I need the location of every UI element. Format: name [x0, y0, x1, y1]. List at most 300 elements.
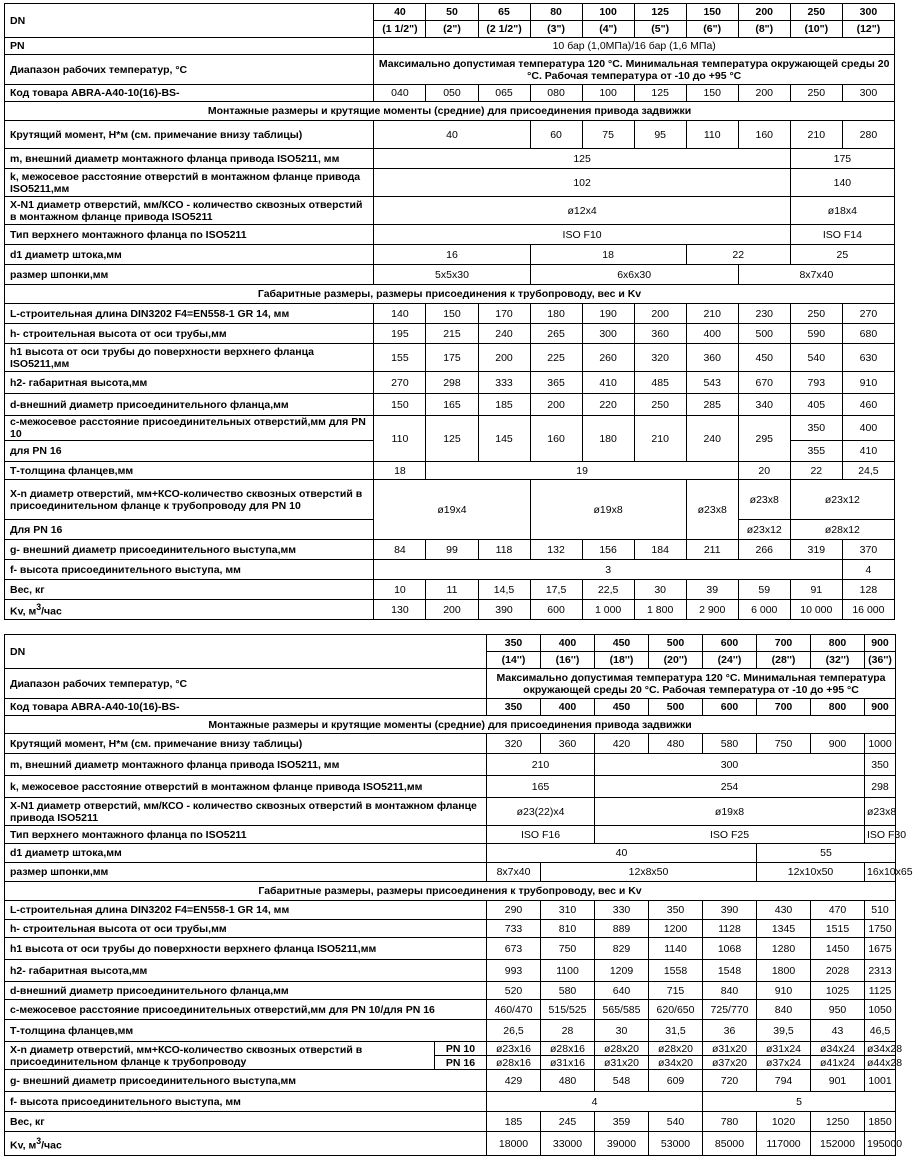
g-value: 901 [811, 1070, 865, 1092]
d-value: 640 [595, 982, 649, 1000]
inch-value: (14'') [487, 652, 541, 669]
c-value: 110 [374, 416, 426, 462]
type-value: ISO F10 [374, 225, 790, 245]
dn-value: 700 [757, 635, 811, 652]
kv-value: 6 000 [738, 600, 790, 620]
h2-value: 1800 [757, 960, 811, 982]
T-value: 18 [374, 462, 426, 480]
torque-value: 210 [790, 121, 842, 149]
h-label: h- строительная высота от оси трубы,мм [5, 920, 487, 938]
kv-value: 39000 [595, 1132, 649, 1156]
inch-value: (10") [790, 21, 842, 38]
h-value: 680 [842, 324, 894, 344]
k-value: 165 [487, 776, 595, 798]
code-label: Код товара ABRA-A40-10(16)-BS- [5, 699, 487, 716]
m-value: 350 [865, 754, 896, 776]
section-header-mounting: Монтажные размеры и крутящие моменты (средние) для присоединения привода задвижки [5, 102, 895, 121]
h1-value: 829 [595, 938, 649, 960]
c-pn10-value: 400 [842, 416, 894, 441]
dn-value: 100 [582, 4, 634, 21]
weight-value: 17,5 [530, 580, 582, 600]
code-value: 800 [811, 699, 865, 716]
f-value: 5 [703, 1092, 896, 1112]
code-value: 600 [703, 699, 757, 716]
c-label-pn16: для PN 16 [5, 441, 374, 462]
h2-value: 793 [790, 372, 842, 394]
x-value: ø19x8 [595, 798, 865, 826]
L-label: L-строительная длина DIN3202 F4=EN558-1 GR 14, мм [5, 901, 487, 920]
h-value: 1750 [865, 920, 896, 938]
weight-value: 1850 [865, 1112, 896, 1132]
pn-value: 10 бар (1,0МПа)/16 бар (1,6 МПа) [374, 38, 895, 55]
weight-value: 59 [738, 580, 790, 600]
torque-value: 320 [487, 734, 541, 754]
h2-value: 270 [374, 372, 426, 394]
dn-value: 400 [541, 635, 595, 652]
inch-value: (3") [530, 21, 582, 38]
L-value: 290 [487, 901, 541, 920]
xn-pn10-value: ø28x20 [595, 1042, 649, 1056]
kv-value: 18000 [487, 1132, 541, 1156]
xn-pn10-value: ø23x12 [790, 480, 894, 520]
kv-superscript: 3 [36, 602, 42, 613]
L-label: L-строительная длина DIN3202 F4=EN558-1 GR 14, мм [5, 304, 374, 324]
T-value: 24,5 [842, 462, 894, 480]
kv-value: 200 [426, 600, 478, 620]
code-value: 040 [374, 85, 426, 102]
g-value: 156 [582, 540, 634, 560]
xn-label-pn16: Для PN 16 [5, 520, 374, 540]
kv-value: 53000 [649, 1132, 703, 1156]
key-label: размер шпонки,мм [5, 863, 487, 882]
h2-value: 2028 [811, 960, 865, 982]
key-value: 6x6x30 [530, 265, 738, 285]
L-value: 250 [790, 304, 842, 324]
kv-value: 600 [530, 600, 582, 620]
kv-label-text: Kv, м [10, 1139, 37, 1152]
dn-value: 500 [649, 635, 703, 652]
xn-pn16-value: ø31x20 [595, 1056, 649, 1070]
T-value: 30 [595, 1020, 649, 1042]
T-value: 43 [811, 1020, 865, 1042]
inch-value: (8") [738, 21, 790, 38]
torque-value: 900 [811, 734, 865, 754]
h-value: 400 [686, 324, 738, 344]
g-value: 370 [842, 540, 894, 560]
code-label: Код товара ABRA-A40-10(16)-BS- [5, 85, 374, 102]
m-label: m, внешний диаметр монтажного фланца привода ISO5211, мм [5, 754, 487, 776]
c-pn10-value: 350 [790, 416, 842, 441]
torque-value: 40 [374, 121, 530, 149]
h2-value: 1209 [595, 960, 649, 982]
L-value: 510 [865, 901, 896, 920]
kv-value: 10 000 [790, 600, 842, 620]
xn-pn10-value: ø23x16 [487, 1042, 541, 1056]
dn-value: 300 [842, 4, 894, 21]
h2-label: h2- габаритная высота,мм [5, 372, 374, 394]
c-value: 460/470 [487, 1000, 541, 1020]
code-value: 125 [634, 85, 686, 102]
h-value: 1200 [649, 920, 703, 938]
torque-value: 580 [703, 734, 757, 754]
type-label: Тип верхнего монтажного фланца по ISO5211 [5, 225, 374, 245]
d1-value: 18 [530, 245, 686, 265]
torque-value: 60 [530, 121, 582, 149]
h-value: 889 [595, 920, 649, 938]
type-value: ISO F30 [865, 826, 896, 844]
c-value: 515/525 [541, 1000, 595, 1020]
xn-value: ø19x4 [374, 480, 530, 540]
kv-superscript: 3 [36, 1136, 42, 1147]
h1-value: 200 [478, 344, 530, 372]
weight-value: 780 [703, 1112, 757, 1132]
type-value: ISO F16 [487, 826, 595, 844]
weight-value: 1020 [757, 1112, 811, 1132]
weight-value: 22,5 [582, 580, 634, 600]
key-value: 12x10x50 [757, 863, 865, 882]
pn-label: PN [5, 38, 374, 55]
d1-label: d1 диаметр штока,мм [5, 844, 487, 863]
code-value: 400 [541, 699, 595, 716]
xn-pn16-value: ø31x16 [541, 1056, 595, 1070]
T-value: 36 [703, 1020, 757, 1042]
h2-value: 298 [426, 372, 478, 394]
c-value: 1050 [865, 1000, 896, 1020]
xn-pn16-value: ø34x20 [649, 1056, 703, 1070]
weight-label: Вес, кг [5, 580, 374, 600]
d1-value: 40 [487, 844, 757, 863]
L-value: 330 [595, 901, 649, 920]
weight-value: 39 [686, 580, 738, 600]
L-value: 430 [757, 901, 811, 920]
h1-value: 1675 [865, 938, 896, 960]
dn-value: 150 [686, 4, 738, 21]
x-label: X-N1 диаметр отверстий, мм/КСО - количество сквозных отверстий в монтажном фланце привода ISO5211 [5, 798, 487, 826]
d1-label: d1 диаметр штока,мм [5, 245, 374, 265]
d-value: 840 [703, 982, 757, 1000]
xn-pn10-value: ø28x16 [541, 1042, 595, 1056]
torque-label: Крутящий момент, Н*м (см. примечание внизу таблицы) [5, 734, 487, 754]
g-value: 1001 [865, 1070, 896, 1092]
kv-value: 1 000 [582, 600, 634, 620]
h-value: 1515 [811, 920, 865, 938]
g-value: 184 [634, 540, 686, 560]
T-value: 22 [790, 462, 842, 480]
m-value: 125 [374, 149, 790, 169]
h-value: 500 [738, 324, 790, 344]
h1-label: h1 высота от оси трубы до поверхности верхнего фланца ISO5211,мм [5, 344, 374, 372]
xn-pn10-value: ø28x20 [649, 1042, 703, 1056]
weight-value: 30 [634, 580, 686, 600]
code-value: 250 [790, 85, 842, 102]
torque-value: 95 [634, 121, 686, 149]
torque-value: 280 [842, 121, 894, 149]
xn-pn10-value: ø34x28 [865, 1042, 896, 1056]
L-value: 140 [374, 304, 426, 324]
type-label: Тип верхнего монтажного фланца по ISO5211 [5, 826, 487, 844]
xn-pn16-value: ø37x24 [757, 1056, 811, 1070]
T-value: 20 [738, 462, 790, 480]
f-label: f- высота присоединительного выступа, мм [5, 560, 374, 580]
k-value: 298 [865, 776, 896, 798]
weight-value: 10 [374, 580, 426, 600]
dn-value: 600 [703, 635, 757, 652]
g-label: g- внешний диаметр присоединительного выступа,мм [5, 1070, 487, 1092]
type-value: ISO F14 [790, 225, 894, 245]
h1-value: 540 [790, 344, 842, 372]
weight-label: Вес, кг [5, 1112, 487, 1132]
c-value: 565/585 [595, 1000, 649, 1020]
key-label: размер шпонки,мм [5, 265, 374, 285]
key-value: 8x7x40 [487, 863, 541, 882]
code-value: 900 [865, 699, 896, 716]
weight-value: 91 [790, 580, 842, 600]
c-value: 125 [426, 416, 478, 462]
g-value: 132 [530, 540, 582, 560]
h1-value: 750 [541, 938, 595, 960]
g-label: g- внешний диаметр присоединительного выступа,мм [5, 540, 374, 560]
T-label: Т-толщина фланцев,мм [5, 1020, 487, 1042]
torque-value: 75 [582, 121, 634, 149]
xn-pn16-value: ø28x16 [487, 1056, 541, 1070]
torque-value: 480 [649, 734, 703, 754]
T-value: 28 [541, 1020, 595, 1042]
h-value: 265 [530, 324, 582, 344]
type-value: ISO F25 [595, 826, 865, 844]
g-value: 720 [703, 1070, 757, 1092]
torque-value: 750 [757, 734, 811, 754]
m-value: 300 [595, 754, 865, 776]
k-value: 140 [790, 169, 894, 197]
kv-label-unit: /час [41, 1139, 62, 1152]
h1-value: 673 [487, 938, 541, 960]
x-label: X-N1 диаметр отверстий, мм/КСО - количество сквозных отверстий в монтажном фланце привода ISO5211 [5, 197, 374, 225]
L-value: 200 [634, 304, 686, 324]
L-value: 270 [842, 304, 894, 324]
key-value: 16x10x65 [865, 863, 896, 882]
inch-value: (24'') [703, 652, 757, 669]
d1-value: 22 [686, 245, 790, 265]
weight-value: 11 [426, 580, 478, 600]
kv-value: 152000 [811, 1132, 865, 1156]
d1-value: 25 [790, 245, 894, 265]
f-label: f- высота присоединительного выступа, мм [5, 1092, 487, 1112]
c-label-pn10: с-межосевое расстояние присоединительных отверстий,мм для PN 10 [5, 416, 374, 441]
kv-value: 195000 [865, 1132, 896, 1156]
h-value: 195 [374, 324, 426, 344]
h2-value: 670 [738, 372, 790, 394]
xn-pn16-value: ø37x20 [703, 1056, 757, 1070]
xn-pn10-value: ø31x24 [757, 1042, 811, 1056]
d-value: 165 [426, 394, 478, 416]
h1-value: 1280 [757, 938, 811, 960]
L-value: 350 [649, 901, 703, 920]
code-value: 065 [478, 85, 530, 102]
weight-value: 540 [649, 1112, 703, 1132]
g-value: 319 [790, 540, 842, 560]
L-value: 150 [426, 304, 478, 324]
c-value: 145 [478, 416, 530, 462]
pn10-label: PN 10 [435, 1042, 487, 1056]
code-value: 350 [487, 699, 541, 716]
h-value: 1128 [703, 920, 757, 938]
dn-header: DN [5, 635, 487, 669]
c-pn16-value: 410 [842, 441, 894, 462]
xn-pn16-value: ø23x12 [738, 520, 790, 540]
dn-value: 350 [487, 635, 541, 652]
weight-value: 1250 [811, 1112, 865, 1132]
c-value: 240 [686, 416, 738, 462]
g-value: 429 [487, 1070, 541, 1092]
d-value: 1125 [865, 982, 896, 1000]
kv-label [5, 1132, 487, 1156]
g-value: 794 [757, 1070, 811, 1092]
g-value: 99 [426, 540, 478, 560]
c-label: с-межосевое расстояние присоединительных отверстий,мм для PN 10/для PN 16 [5, 1000, 487, 1020]
torque-value: 1000 [865, 734, 896, 754]
inch-value: (32'') [811, 652, 865, 669]
h2-value: 543 [686, 372, 738, 394]
d-value: 910 [757, 982, 811, 1000]
T-value: 26,5 [487, 1020, 541, 1042]
h1-value: 175 [426, 344, 478, 372]
code-value: 700 [757, 699, 811, 716]
xn-label: X-n диаметр отверстий, мм+КСО-количество сквозных отверстий в присоединительном фланце к трубопроводу [5, 1042, 435, 1070]
h1-value: 1450 [811, 938, 865, 960]
kv-value: 1 800 [634, 600, 686, 620]
xn-pn10-value: ø23x8 [738, 480, 790, 520]
h-label: h- строительная высота от оси трубы,мм [5, 324, 374, 344]
c-value: 210 [634, 416, 686, 462]
inch-value: (28'') [757, 652, 811, 669]
torque-value: 160 [738, 121, 790, 149]
h2-value: 410 [582, 372, 634, 394]
dn-value: 900 [865, 635, 896, 652]
c-value: 950 [811, 1000, 865, 1020]
c-value: 840 [757, 1000, 811, 1020]
d-value: 220 [582, 394, 634, 416]
kv-label-unit: /час [41, 605, 62, 618]
h1-value: 320 [634, 344, 686, 372]
d-value: 405 [790, 394, 842, 416]
h2-value: 485 [634, 372, 686, 394]
code-value: 300 [842, 85, 894, 102]
g-value: 266 [738, 540, 790, 560]
d-value: 580 [541, 982, 595, 1000]
T-value: 31,5 [649, 1020, 703, 1042]
dn-value: 250 [790, 4, 842, 21]
h1-value: 225 [530, 344, 582, 372]
code-value: 500 [649, 699, 703, 716]
h2-value: 1100 [541, 960, 595, 982]
dn-value: 125 [634, 4, 686, 21]
dn-value: 65 [478, 4, 530, 21]
pn16-label: PN 16 [435, 1056, 487, 1070]
weight-value: 359 [595, 1112, 649, 1132]
h1-value: 630 [842, 344, 894, 372]
L-value: 470 [811, 901, 865, 920]
torque-value: 110 [686, 121, 738, 149]
dn-value: 450 [595, 635, 649, 652]
h1-value: 450 [738, 344, 790, 372]
h2-value: 910 [842, 372, 894, 394]
section-header-dimensions: Габаритные размеры, размеры присоединения к трубопроводу, вес и Kv [5, 882, 896, 901]
x-value: ø18x4 [790, 197, 894, 225]
c-value: 620/650 [649, 1000, 703, 1020]
m-value: 175 [790, 149, 894, 169]
L-value: 190 [582, 304, 634, 324]
d1-value: 16 [374, 245, 530, 265]
h2-value: 365 [530, 372, 582, 394]
g-value: 480 [541, 1070, 595, 1092]
d-value: 520 [487, 982, 541, 1000]
inch-value: (2 1/2") [478, 21, 530, 38]
dn-value: 800 [811, 635, 865, 652]
spec-table-dn350-900 [4, 634, 913, 1156]
inch-value: (16'') [541, 652, 595, 669]
g-value: 84 [374, 540, 426, 560]
code-value: 200 [738, 85, 790, 102]
k-label: k, межосевое расстояние отверстий в монтажном фланце привода ISO5211,мм [5, 776, 487, 798]
kv-value: 85000 [703, 1132, 757, 1156]
d-value: 250 [634, 394, 686, 416]
h1-value: 260 [582, 344, 634, 372]
k-label: k, межосевое расстояние отверстий в монтажном фланце привода ISO5211,мм [5, 169, 374, 197]
d-label: d-внешний диаметр присоединительного фланца,мм [5, 982, 487, 1000]
h-value: 590 [790, 324, 842, 344]
inch-value: (1 1/2") [374, 21, 426, 38]
d-value: 1025 [811, 982, 865, 1000]
g-value: 609 [649, 1070, 703, 1092]
xn-label-pn10: X-n диаметр отверстий, мм+КСО-количество сквозных отверстий в присоединительном фланце к трубопроводу для PN 10 [5, 480, 374, 520]
h-value: 810 [541, 920, 595, 938]
L-value: 210 [686, 304, 738, 324]
d-label: d-внешний диаметр присоединительного фланца,мм [5, 394, 374, 416]
h1-label: h1 высота от оси трубы до поверхности верхнего фланца ISO5211,мм [5, 938, 487, 960]
T-value: 46,5 [865, 1020, 896, 1042]
h2-value: 2313 [865, 960, 896, 982]
d-value: 340 [738, 394, 790, 416]
f-value: 4 [487, 1092, 703, 1112]
temp-label: Диапазон рабочих температур, °С [5, 55, 374, 85]
kv-label-text: Kv, м [10, 605, 37, 618]
inch-value: (4") [582, 21, 634, 38]
L-value: 170 [478, 304, 530, 324]
h1-value: 1140 [649, 938, 703, 960]
temp-value: Максимально допустимая температура 120 °С. Минимальная температура окружающей среды 20 °С. Рабочая температура от -10 до +95 °С [374, 55, 895, 85]
weight-value: 14,5 [478, 580, 530, 600]
inch-value: (12") [842, 21, 894, 38]
code-value: 150 [686, 85, 738, 102]
m-value: 210 [487, 754, 595, 776]
h1-value: 1068 [703, 938, 757, 960]
f-value: 3 [374, 560, 842, 580]
code-value: 100 [582, 85, 634, 102]
temp-value: Максимально допустимая температура 120 °С. Минимальная температура окружающей среды 20 °С. Рабочая температура от -10 до +95 °С [487, 669, 896, 699]
k-value: 254 [595, 776, 865, 798]
xn-pn10-value: ø31x20 [703, 1042, 757, 1056]
kv-label [5, 600, 374, 620]
g-value: 211 [686, 540, 738, 560]
c-value: 295 [738, 416, 790, 462]
d-value: 200 [530, 394, 582, 416]
kv-value: 130 [374, 600, 426, 620]
xn-value: ø23x8 [686, 480, 738, 540]
h-value: 240 [478, 324, 530, 344]
key-value: 8x7x40 [738, 265, 894, 285]
L-value: 180 [530, 304, 582, 324]
m-label: m, внешний диаметр монтажного фланца привода ISO5211, мм [5, 149, 374, 169]
